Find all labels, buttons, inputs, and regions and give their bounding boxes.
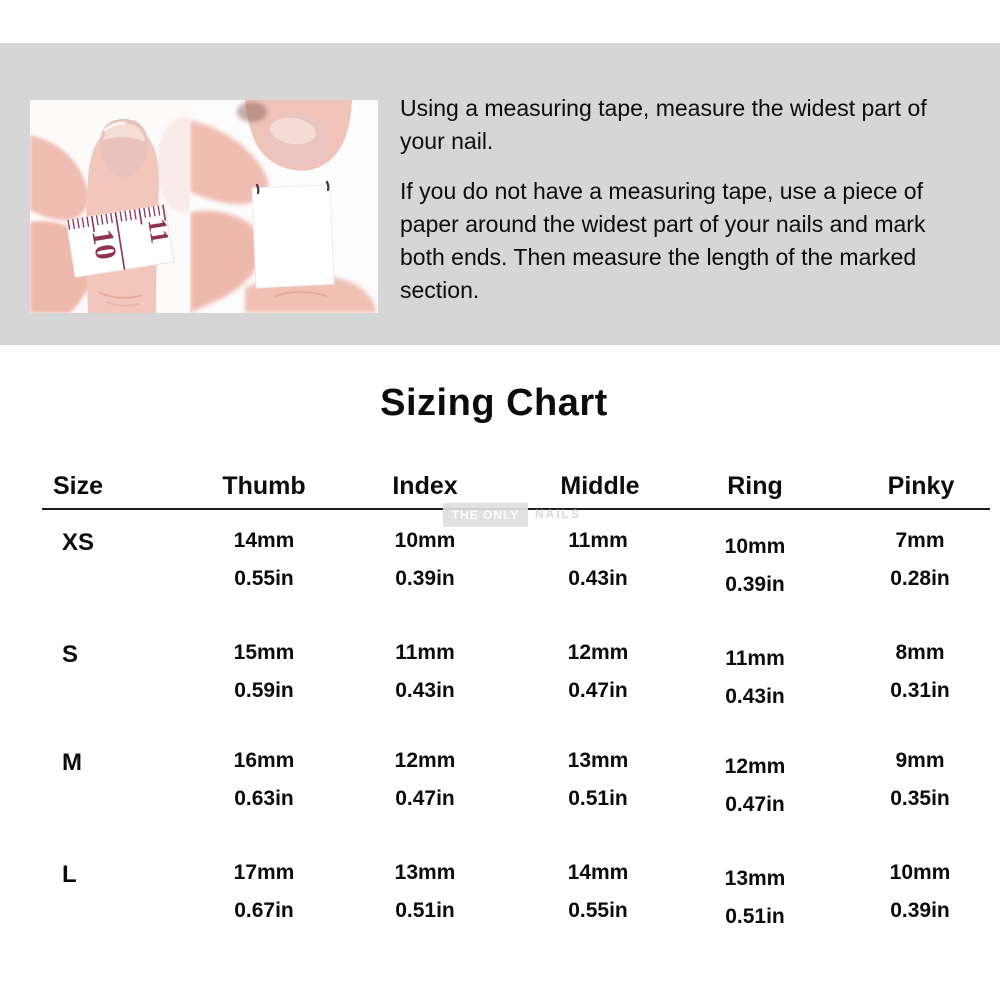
paper-strip-photo <box>190 100 378 313</box>
column-header-thumb: Thumb <box>222 472 306 500</box>
cell-inch-value: 0.39in <box>890 899 950 922</box>
cell-mm-value: 10mm <box>889 861 951 884</box>
table-row <box>0 861 1000 931</box>
measuring-instructions <box>400 92 952 324</box>
cell-mm-value: 12mm <box>724 755 786 778</box>
cell-inch-value: 0.51in <box>395 899 455 922</box>
watermark-badge <box>443 503 528 527</box>
cell-inch-value: 0.39in <box>395 567 455 590</box>
cell-mm-value: 14mm <box>567 861 629 884</box>
cell-inch-value: 0.55in <box>568 899 628 922</box>
instruction-paragraph-1: Using a measuring tape, measure the widest part of your nail. <box>400 95 927 154</box>
cell-mm-value: 13mm <box>567 749 629 772</box>
size-label: M <box>62 749 82 776</box>
size-label: XS <box>62 529 95 556</box>
cell-inch-value: 0.43in <box>395 679 455 702</box>
cell-mm-value: 15mm <box>233 641 295 664</box>
page-title: Sizing Chart <box>380 382 608 424</box>
column-header-ring: Ring <box>727 472 783 500</box>
watermark-text-2: NAILS <box>535 507 581 521</box>
cell-inch-value: 0.51in <box>725 905 785 928</box>
cell-inch-value: 0.31in <box>890 679 950 702</box>
cell-mm-value: 10mm <box>394 529 456 552</box>
cell-inch-value: 0.47in <box>395 787 455 810</box>
cell-inch-value: 0.63in <box>234 787 294 810</box>
cell-mm-value: 10mm <box>724 535 786 558</box>
watermark-text-1: THE ONLY <box>451 508 520 522</box>
cell-inch-value: 0.43in <box>568 567 628 590</box>
measuring-tape-photo <box>30 100 190 313</box>
cell-inch-value: 0.47in <box>725 793 785 816</box>
cell-inch-value: 0.28in <box>890 567 950 590</box>
cell-mm-value: 9mm <box>895 749 945 772</box>
cell-mm-value: 13mm <box>394 861 456 884</box>
cell-inch-value: 0.43in <box>725 685 785 708</box>
instruction-banner <box>0 43 1000 345</box>
cell-mm-value: 11mm <box>568 529 628 552</box>
table-row <box>0 749 1000 819</box>
column-header-pinky: Pinky <box>887 472 955 500</box>
column-header-middle: Middle <box>560 472 640 500</box>
tape-number-11: 11 <box>142 216 175 246</box>
table-row <box>0 641 1000 711</box>
cell-inch-value: 0.55in <box>234 567 294 590</box>
cell-mm-value: 12mm <box>567 641 629 664</box>
cell-mm-value: 17mm <box>233 861 295 884</box>
cell-mm-value: 11mm <box>395 641 455 664</box>
cell-inch-value: 0.35in <box>890 787 950 810</box>
cell-inch-value: 0.59in <box>234 679 294 702</box>
cell-inch-value: 0.67in <box>234 899 294 922</box>
instruction-paragraph-2: If you do not have a measuring tape, use a piece of paper around the widest part of your nails and mark both ends. Then measure the length of the marked section. <box>400 178 926 303</box>
column-header-index: Index <box>392 472 458 500</box>
cell-mm-value: 7mm <box>895 529 945 552</box>
cell-mm-value: 12mm <box>394 749 456 772</box>
size-label: L <box>62 861 77 888</box>
cell-mm-value: 8mm <box>895 641 945 664</box>
cell-inch-value: 0.39in <box>725 573 785 596</box>
column-header-size: Size <box>53 472 104 500</box>
cell-mm-value: 14mm <box>233 529 295 552</box>
cell-inch-value: 0.51in <box>568 787 628 810</box>
table-row <box>0 529 1000 599</box>
cell-mm-value: 16mm <box>233 749 295 772</box>
tape-number-10: 10 <box>85 227 123 262</box>
cell-inch-value: 0.47in <box>568 679 628 702</box>
cell-mm-value: 13mm <box>724 867 786 890</box>
cell-mm-value: 11mm <box>725 647 785 670</box>
size-label: S <box>62 641 79 668</box>
